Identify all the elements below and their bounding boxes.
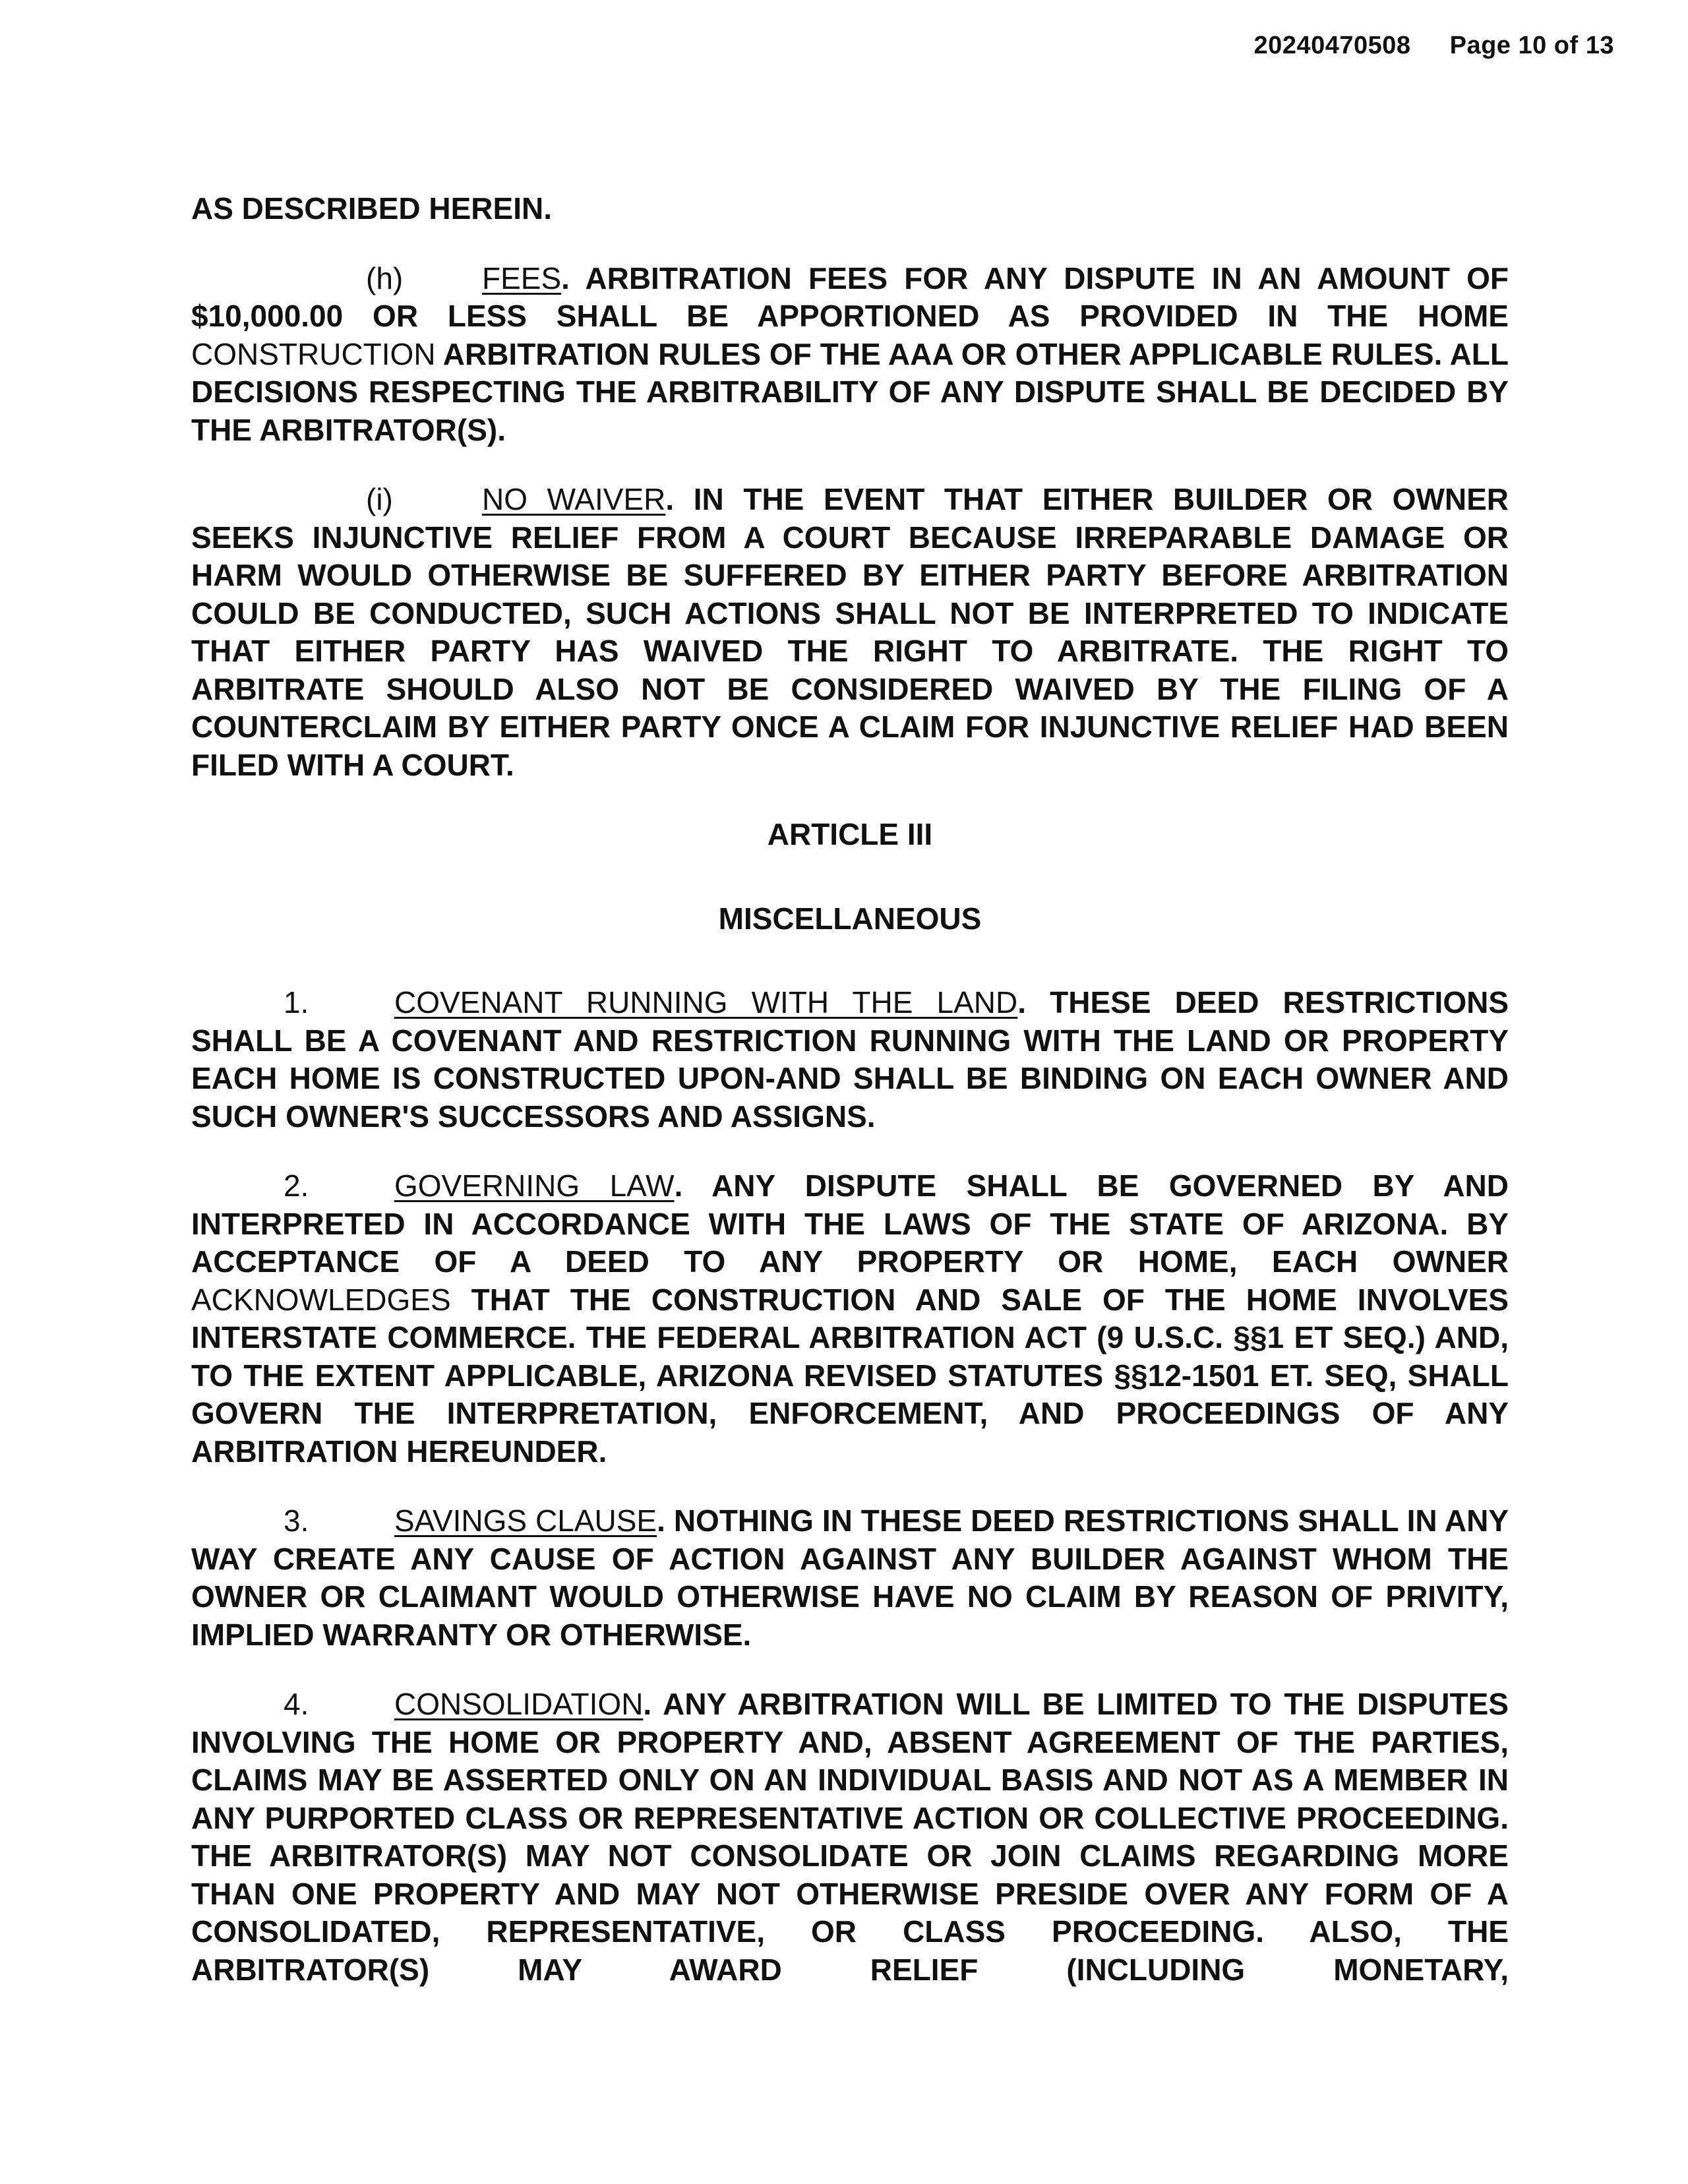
paragraph-heading: FEES [482, 260, 562, 295]
section-2 [191, 1167, 1509, 1471]
page-number: Page 10 of 13 [1449, 32, 1614, 59]
section-heading: SAVINGS CLAUSE [394, 1503, 657, 1538]
page-header [1254, 32, 1614, 60]
paragraph-i [191, 481, 1509, 784]
paragraph-marker: (h) [366, 260, 404, 295]
paragraph-heading: NO WAIVER [482, 482, 666, 516]
section-number: 3. [284, 1503, 309, 1538]
section-4 [191, 1685, 1509, 1989]
section-number: 4. [284, 1687, 309, 1721]
section-text: . NOTHING IN THESE DEED RESTRICTIONS SHALL IN ANY WAY CREATE ANY CAUSE OF ACTION AGAINST ANY BUILDER AGAINST WHOM THE OWNER OR CLAIMANT WOULD OTHERWISE HAVE NO CLAIM BY REASON OF PRIVITY, IMPLIED WARRANTY OR OTHERWISE. [191, 1503, 1509, 1652]
document-body [191, 190, 1509, 2020]
paragraph-text-plain: CONSTRUCTION [191, 336, 436, 371]
paragraph-h [191, 260, 1509, 450]
paragraph-text: . ARBITRATION FEES FOR ANY DISPUTE IN AN AMOUNT OF $10,000.00 OR LESS SHALL BE APPORTIONED AS PROVIDED IN THE HOME [191, 260, 1509, 333]
paragraph-text-after: ARBITRATION RULES OF THE AAA OR OTHER APPLICABLE RULES. ALL DECISIONS RESPECTING THE ARBITRABILITY OF ANY DISPUTE SHALL BE DECIDED BY THE ARBITRATOR(S). [191, 336, 1509, 447]
section-text: . ANY DISPUTE SHALL BE GOVERNED BY AND INTERPRETED IN ACCORDANCE WITH THE LAWS OF THE STATE OF ARIZONA. BY ACCEPTANCE OF A DEED TO ANY PROPERTY OR HOME, EACH OWNER [191, 1168, 1509, 1279]
section-text-plain: ACKNOWLEDGES [191, 1282, 451, 1317]
article-title: MISCELLANEOUS [718, 901, 982, 936]
section-heading: CONSOLIDATION [394, 1687, 644, 1721]
section-1 [191, 984, 1509, 1136]
paragraph-text: . IN THE EVENT THAT EITHER BUILDER OR OWNER SEEKS INJUNCTIVE RELIEF FROM A COURT BECAUSE IRREPARABLE DAMAGE OR HARM WOULD OTHERWISE BE SUFFERED BY EITHER PARTY BEFORE ARBITRATION COULD BE CONDUCTED, SUCH ACTIONS SHALL NOT BE INTERPRETED TO INDICATE THAT EITHER PARTY HAS WAIVED THE RIGHT TO ARBITRATE. THE RIGHT TO ARBITRATE SHOULD ALSO NOT BE CONSIDERED WAIVED BY THE FILING OF A COUNTERCLAIM BY EITHER PARTY ONCE A CLAIM FOR INJUNCTIVE RELIEF HAD BEEN FILED WITH A COURT. [191, 482, 1509, 782]
continuation-line: AS DESCRIBED HEREIN. [191, 191, 552, 226]
section-text: . ANY ARBITRATION WILL BE LIMITED TO THE DISPUTES INVOLVING THE HOME OR PROPERTY AND, ABSENT AGREEMENT OF THE PARTIES, CLAIMS MAY BE ASSERTED ONLY ON AN INDIVIDUAL BASIS AND NOT AS A MEMBER IN ANY PURPORTED CLASS OR REPRESENTATIVE ACTION OR COLLECTIVE PROCEEDING. THE ARBITRATOR(S) MAY NOT CONSOLIDATE OR JOIN CLAIMS REGARDING MORE THAN ONE PROPERTY AND MAY NOT OTHERWISE PRESIDE OVER ANY FORM OF A CONSOLIDATED, REPRESENTATIVE, OR CLASS PROCEEDING. ALSO, THE ARBITRATOR(S) MAY AWARD RELIEF (INCLUDING MONETARY, [191, 1687, 1509, 1987]
section-text-after: THAT THE CONSTRUCTION AND SALE OF THE HOME INVOLVES INTERSTATE COMMERCE. THE FEDERAL ARBITRATION ACT (9 U.S.C. §§1 ET SEQ.) AND, TO THE EXTENT APPLICABLE, ARIZONA REVISED STATUTES §§12-1501 ET. SEQ, SHALL GOVERN THE INTERPRETATION, ENFORCEMENT, AND PROCEEDINGS OF ANY ARBITRATION HEREUNDER. [191, 1282, 1509, 1469]
section-3 [191, 1502, 1509, 1654]
paragraph-marker: (i) [366, 482, 393, 516]
section-heading: COVENANT RUNNING WITH THE LAND [394, 985, 1018, 1019]
document-number: 20240470508 [1253, 32, 1411, 59]
section-number: 1. [284, 985, 309, 1019]
article-number: ARTICLE III [767, 817, 933, 851]
section-text: . THESE DEED RESTRICTIONS SHALL BE A COVENANT AND RESTRICTION RUNNING WITH THE LAND OR PROPERTY EACH HOME IS CONSTRUCTED UPON-AND SHALL BE BINDING ON EACH OWNER AND SUCH OWNER'S SUCCESSORS AND ASSIGNS. [191, 985, 1509, 1134]
section-number: 2. [284, 1168, 309, 1203]
section-heading: GOVERNING LAW [394, 1168, 675, 1203]
